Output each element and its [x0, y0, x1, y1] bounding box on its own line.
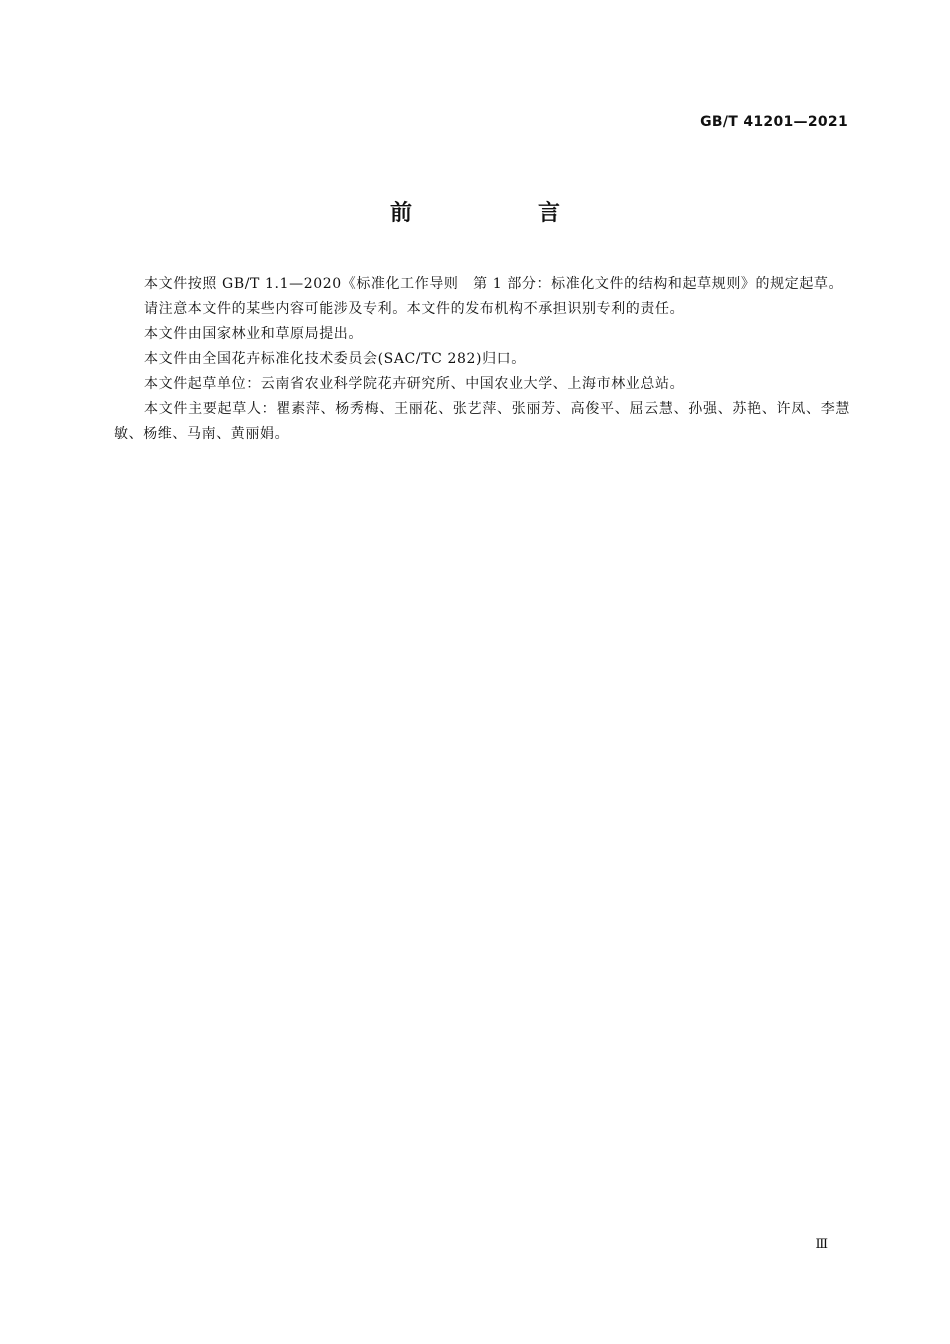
paragraph-drafting-rules: 本文件按照 GB/T 1.1—2020《标准化工作导则 第 1 部分：标准化文件的结构和起草规则》的规定起草。 — [144, 276, 844, 292]
paragraph-proposer: 本文件由国家林业和草原局提出。 — [144, 326, 363, 342]
document-code: GB/T 41201—2021 — [700, 114, 848, 130]
paragraph-technical-committee: 本文件由全国花卉标准化技术委员会(SAC/TC 282)归口。 — [144, 351, 526, 367]
paragraph-drafting-units: 本文件起草单位：云南省农业科学院花卉研究所、中国农业大学、上海市林业总站。 — [144, 376, 685, 392]
paragraph-patent-notice: 请注意本文件的某些内容可能涉及专利。本文件的发布机构不承担识别专利的责任。 — [144, 301, 685, 317]
page-number: Ⅲ — [815, 1237, 828, 1252]
foreword-body — [114, 272, 850, 447]
page-title: 前 言 — [389, 201, 612, 226]
paragraph-drafters: 本文件主要起草人：瞿素萍、杨秀梅、王丽花、张艺萍、张丽芳、高俊平、屈云慧、孙强、苏艳、许凤、李慧敏、杨维、马南、黄丽娟。 — [114, 401, 850, 442]
